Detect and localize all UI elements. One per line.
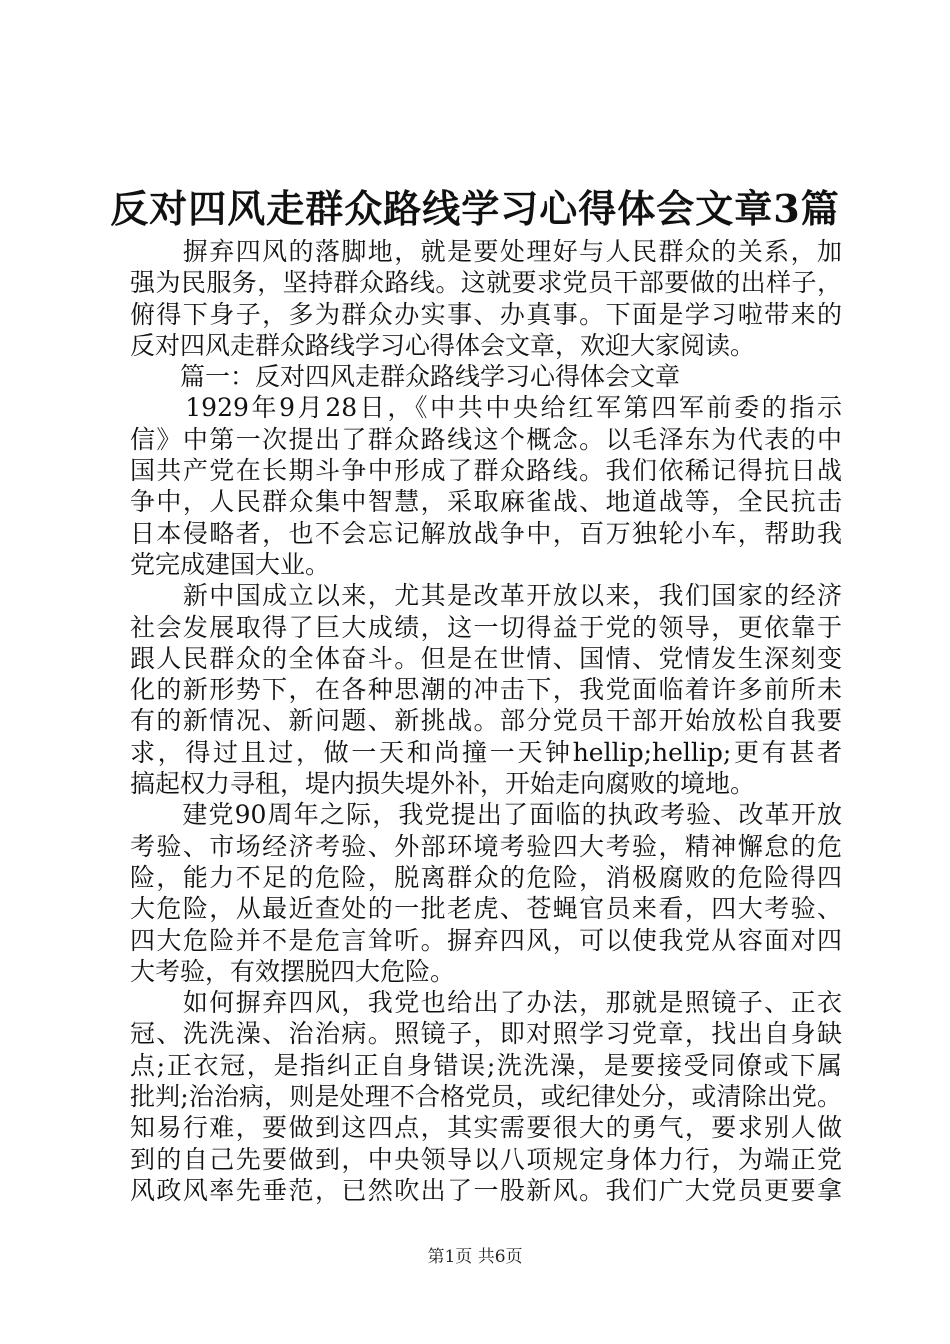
text-line: 风政风率先垂范，已然吹出了一股新风。我们广大党员更要拿	[130, 1175, 842, 1205]
text-line: 大考验，有效摆脱四大危险。	[130, 956, 456, 986]
document-body	[130, 236, 842, 1206]
text-line: 新中国成立以来，尤其是改革开放以来，我们国家的经济	[130, 581, 842, 611]
text-line: 如何摒弃四风，我党也给出了办法，那就是照镜子、正衣	[130, 988, 842, 1018]
text-line: 摒弃四风的落脚地，就是要处理好与人民群众的关系，加	[130, 237, 842, 266]
text-line: 四大危险并不是危言耸听。摒弃四风，可以使我党从容面对四	[130, 925, 842, 955]
text-line: 跟人民群众的全体奋斗。但是在世情、国情、党情发生深刻变	[130, 643, 842, 673]
text-line: 强为民服务，坚持群众路线。这就要求党员干部要做的出样子，	[130, 268, 842, 298]
document-title: 反对四风走群众路线学习心得体会文章3篇	[110, 186, 840, 231]
text-line: 国共产党在长期斗争中形成了群众路线。我们依稀记得抗日战	[130, 456, 842, 486]
text-line: 冠、洗洗澡、治治病。照镜子，即对照学习党章，找出自身缺	[130, 1019, 842, 1049]
text-line: 信》中第一次提出了群众路线这个概念。以毛泽东为代表的中	[130, 424, 842, 454]
text-line: 知易行难，要做到这四点，其实需要很大的勇气，要求别人做	[130, 1113, 842, 1143]
text-line: 化的新形势下，在各种思潮的冲击下，我党面临着许多前所未	[130, 675, 842, 705]
text-line: 反对四风走群众路线学习心得体会文章，欢迎大家阅读。	[130, 330, 756, 360]
text-line: 党完成建国大业。	[130, 549, 331, 579]
text-line: 点;正衣冠，是指纠正自身错误;洗洗澡，是要接受同僚或下属	[130, 1050, 842, 1080]
text-line: 日本侵略者，也不会忘记解放战争中，百万独轮小车，帮助我	[130, 518, 842, 548]
text-line: 有的新情况、新问题、新挑战。部分党员干部开始放松自我要	[130, 706, 842, 736]
text-line: 争中，人民群众集中智慧，采取麻雀战、地道战等，全民抗击	[130, 487, 842, 517]
text-line: 险，能力不足的危险，脱离群众的危险，消极腐败的危险得四	[130, 862, 842, 892]
text-line: 社会发展取得了巨大成绩，这一切得益于党的领导，更依靠于	[130, 612, 842, 642]
text-line: 大危险，从最近查处的一批老虎、苍蝇官员来看，四大考验、	[130, 894, 842, 924]
text-line: 批判;治治病，则是处理不合格党员，或纪律处分，或清除出党。	[130, 1082, 842, 1112]
text-line: 考验、市场经济考验、外部环境考验四大考验，精神懈怠的危	[130, 831, 842, 861]
text-line: 1929年9月28日，《中共中央给红军第四军前委的指示	[130, 393, 842, 423]
text-line: 到的自己先要做到，中央领导以八项规定身体力行，为端正党	[130, 1144, 842, 1174]
text-line: 建党90周年之际，我党提出了面临的执政考验、改革开放	[130, 800, 842, 830]
text-line: 求，得过且过，做一天和尚撞一天钟hellip;hellip;更有甚者	[130, 737, 842, 767]
text-line: 篇一：反对四风走群众路线学习心得体会文章	[130, 362, 681, 392]
page-footer: 第1页 共6页	[427, 1247, 523, 1267]
text-line: 搞起权力寻租，堤内损失堤外补，开始走向腐败的境地。	[130, 769, 756, 799]
text-line: 俯得下身子，多为群众办实事、办真事。下面是学习啦带来的	[130, 299, 842, 329]
